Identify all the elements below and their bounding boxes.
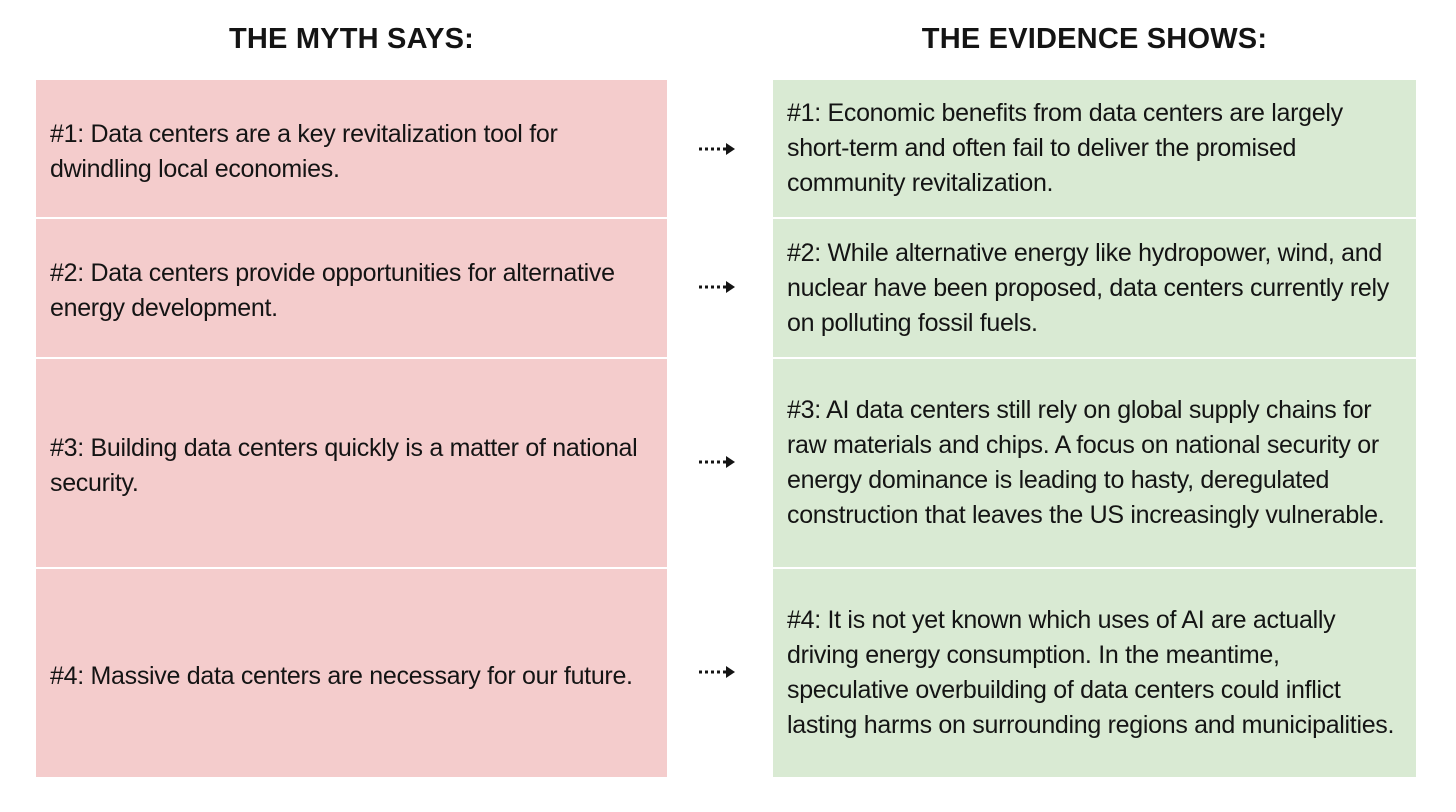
arrow-cell-2	[667, 217, 773, 357]
arrow-cell-3	[667, 357, 773, 567]
dotted-arrow-right-icon	[698, 664, 738, 680]
evidence-heading: THE EVIDENCE SHOWS:	[921, 23, 1268, 55]
myth-text-1: #1: Data centers are a key revitalization tool for dwindling local economies.	[50, 119, 558, 183]
myth-text-2: #2: Data centers provide opportunities for alternative energy development.	[50, 259, 615, 322]
myth-cell-2	[36, 217, 667, 357]
evidence-text-4: #4: It is not yet known which uses of AI are actually driving energy consumption. In the meantime, speculative overbuilding of data centers could inflict lasting harms on surrounding regions and municipalities.	[787, 606, 1395, 739]
evidence-cell-3	[773, 357, 1416, 567]
arrow-column	[667, 80, 773, 777]
myth-cell-4	[36, 567, 667, 777]
evidence-text-1: #1: Economic benefits from data centers are largely short-term and often fail to deliver the promised community revitalization.	[787, 99, 1343, 197]
myth-cell-3	[36, 357, 667, 567]
myth-text-3: #3: Building data centers quickly is a matter of national security.	[50, 434, 638, 497]
dotted-arrow-right-icon	[698, 279, 738, 295]
evidence-cell-1	[773, 80, 1416, 217]
evidence-column	[773, 80, 1416, 777]
myth-cell-1	[36, 80, 667, 217]
myth-heading: THE MYTH SAYS:	[228, 23, 475, 55]
arrow-cell-1	[667, 80, 773, 217]
evidence-text-2: #2: While alternative energy like hydropower, wind, and nuclear have been proposed, data centers currently rely on polluting fossil fuels.	[787, 238, 1389, 337]
evidence-cell-2	[773, 217, 1416, 357]
dotted-arrow-right-icon	[698, 454, 738, 470]
evidence-text-3: #3: AI data centers still rely on global supply chains for raw materials and chips. A focus on national security or energy dominance is leading to hasty, deregulated construction that leaves the US increasingly vulnerable.	[787, 396, 1385, 529]
arrow-cell-4	[667, 567, 773, 777]
myth-column	[36, 80, 667, 777]
dotted-arrow-right-icon	[698, 141, 738, 157]
evidence-cell-4	[773, 567, 1416, 777]
myth-text-4: #4: Massive data centers are necessary for our future.	[50, 661, 633, 690]
